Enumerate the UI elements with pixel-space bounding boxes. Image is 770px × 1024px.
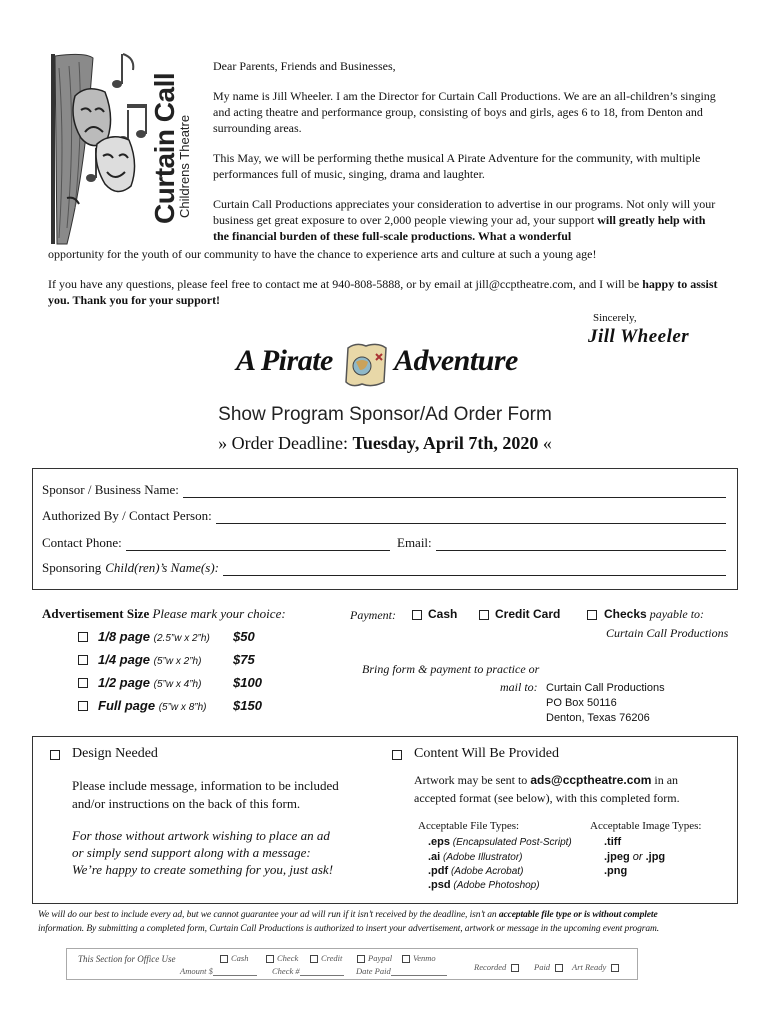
ad-option-3-price: $100 bbox=[233, 675, 262, 690]
mail-address-1: Curtain Call Productions bbox=[546, 682, 665, 694]
mail-address-3: Denton, Texas 76206 bbox=[546, 712, 650, 724]
image-type-jpeg-row bbox=[604, 851, 665, 863]
contact-phone-row bbox=[42, 535, 390, 551]
ad-option-4-dims: (5”w x 8”h) bbox=[158, 702, 207, 713]
cash-label: Cash bbox=[428, 607, 458, 621]
email-field[interactable] bbox=[436, 537, 726, 551]
content-text-2: accepted format (see below), with this completed form. bbox=[414, 791, 680, 805]
letter-paragraph-1: My name is Jill Wheeler. I am the Director for Curtain Call Productions. We are an all-children’s singing and acting theatre and performance group, consisting of boys and girls, ages 6 to 18, from Denton and surrounding areas. bbox=[213, 89, 716, 135]
office-check-number-label: Check # bbox=[272, 966, 300, 976]
letter-closing: Sincerely, bbox=[593, 312, 637, 324]
credit-card-checkbox[interactable] bbox=[479, 610, 489, 620]
disclaimer-line-1 bbox=[38, 910, 658, 920]
file-type-ai bbox=[428, 851, 523, 863]
office-check-number bbox=[272, 966, 344, 976]
ad-option-1 bbox=[98, 629, 210, 644]
logo-title: Curtain Call bbox=[149, 72, 180, 224]
content-provided-label: Content Will Be Provided bbox=[414, 746, 560, 761]
letter-paragraph-3-tail: opportunity for the youth of our community to have the chance to experience arts and culture at such a young age! bbox=[48, 247, 597, 261]
file-type-ai-ext: .ai bbox=[428, 851, 441, 863]
office-check bbox=[266, 953, 298, 963]
design-italic-2: or simply send support along with a message: bbox=[72, 845, 311, 860]
office-paypal-checkbox[interactable] bbox=[357, 955, 365, 963]
authorized-by-row bbox=[42, 508, 726, 524]
office-check-label: Check bbox=[277, 953, 299, 963]
payment-label: Payment: bbox=[350, 608, 396, 622]
file-type-pdf-app: (Adobe Acrobat) bbox=[450, 866, 524, 877]
ad-option-4-name: Full page bbox=[98, 698, 156, 713]
bring-form-line-2: mail to: bbox=[500, 680, 538, 694]
office-date-paid-label: Date Paid bbox=[356, 966, 391, 976]
content-text-1a: Artwork may be sent to bbox=[414, 773, 528, 787]
ad-option-3-name: 1/2 page bbox=[98, 675, 151, 690]
office-cash-label: Cash bbox=[231, 953, 249, 963]
ad-option-1-price: $50 bbox=[233, 629, 255, 644]
design-needed-checkbox[interactable] bbox=[50, 750, 60, 760]
design-text-1: Please include message, information to be included bbox=[72, 778, 339, 793]
treasure-map-icon bbox=[342, 340, 392, 390]
office-amount-label: Amount $ bbox=[180, 966, 213, 976]
design-italic-1: For those without artwork wishing to place an ad bbox=[72, 828, 330, 843]
ad-option-3-dims: (5”w x 4”h) bbox=[153, 679, 202, 690]
ad-option-3 bbox=[98, 675, 201, 690]
ad-option-2 bbox=[98, 652, 201, 667]
image-types-label: Acceptable Image Types: bbox=[590, 820, 702, 832]
office-recorded-checkbox[interactable] bbox=[511, 964, 519, 972]
business-name-row bbox=[42, 482, 726, 498]
ad-size-hint: Please mark your choice: bbox=[152, 606, 286, 621]
ad-option-2-dims: (5”w x 2”h) bbox=[153, 656, 202, 667]
credit-card-label: Credit Card bbox=[495, 607, 561, 621]
office-use-label: This Section for Office Use bbox=[78, 954, 176, 964]
office-credit bbox=[310, 953, 342, 963]
office-credit-label: Credit bbox=[321, 953, 343, 963]
office-paid-label: Paid bbox=[534, 962, 551, 972]
ad-option-1-name: 1/8 page bbox=[98, 629, 151, 644]
sponsoring-italic-label: Child(ren)’s Name(s): bbox=[105, 560, 219, 575]
ad-option-4 bbox=[98, 698, 206, 713]
ad-option-4-checkbox[interactable] bbox=[78, 701, 88, 711]
deadline-label: » Order Deadline: bbox=[218, 433, 349, 453]
office-check-checkbox[interactable] bbox=[266, 955, 274, 963]
business-name-label: Sponsor / Business Name: bbox=[42, 482, 179, 497]
letter-greeting: Dear Parents, Friends and Businesses, bbox=[213, 59, 396, 73]
office-venmo-label: Venmo bbox=[413, 953, 436, 963]
checks-label-row bbox=[604, 607, 704, 622]
letter-paragraph-4-bold: happy to assist you. Thank you for your support! bbox=[48, 277, 718, 307]
office-paypal bbox=[357, 953, 392, 963]
cash-checkbox[interactable] bbox=[412, 610, 422, 620]
letter-paragraph-2: This May, we will be performing thethe musical A Pirate Adventure for the community, with multiple performances full of music, singing, drama and laughter. bbox=[213, 151, 701, 181]
office-cash-checkbox[interactable] bbox=[220, 955, 228, 963]
mail-address-2: PO Box 50116 bbox=[546, 697, 617, 709]
office-recorded-label: Recorded bbox=[474, 962, 507, 972]
letter-paragraph-3 bbox=[213, 196, 723, 244]
contact-phone-label: Contact Phone: bbox=[42, 535, 122, 550]
checks-checkbox[interactable] bbox=[587, 610, 597, 620]
deadline-end: « bbox=[542, 433, 552, 453]
office-date-paid bbox=[356, 966, 447, 976]
letter-paragraph-3-bold: will greatly help with the financial burden of these full-scale productions. What a wonderful bbox=[213, 213, 706, 243]
file-type-psd bbox=[428, 879, 540, 891]
deadline-date: Tuesday, April 7th, 2020 bbox=[352, 433, 539, 453]
design-italic-3: We’re happy to create something for you, just ask! bbox=[72, 862, 334, 877]
content-text-1b: in an bbox=[654, 773, 679, 787]
checks-payee: Curtain Call Productions bbox=[606, 626, 729, 640]
file-type-psd-app: (Adobe Photoshop) bbox=[453, 880, 540, 891]
ad-option-1-checkbox[interactable] bbox=[78, 632, 88, 642]
disclaimer-1b: acceptable file type or is without complete bbox=[498, 910, 658, 920]
office-venmo bbox=[402, 953, 436, 963]
ad-size-label: Advertisement Size bbox=[42, 606, 150, 621]
image-type-jpeg: .jpeg bbox=[604, 851, 630, 863]
disclaimer-line-2: information. By submitting a completed form, Curtain Call Productions is authorized to insert your advertisement, artwork or message in the upcoming event program. bbox=[38, 924, 660, 934]
sponsoring-field[interactable] bbox=[223, 562, 726, 576]
disclaimer-1a: We will do our best to include every ad, but we cannot guarantee your ad will run if it isn’t received by the deadline, isn’t an bbox=[38, 910, 497, 920]
ad-option-2-price: $75 bbox=[233, 652, 255, 667]
ad-option-4-price: $150 bbox=[233, 698, 262, 713]
sponsoring-row bbox=[42, 560, 726, 576]
email-label: Email: bbox=[397, 535, 432, 550]
image-type-or: or bbox=[632, 851, 643, 863]
file-type-eps-ext: .eps bbox=[428, 836, 451, 848]
checks-hint: payable to: bbox=[649, 607, 705, 621]
ad-option-2-name: 1/4 page bbox=[98, 652, 151, 667]
bring-form-line-1: Bring form & payment to practice or bbox=[362, 662, 540, 676]
office-paid bbox=[534, 962, 566, 972]
office-credit-checkbox[interactable] bbox=[310, 955, 318, 963]
file-type-ai-app: (Adobe Illustrator) bbox=[443, 852, 523, 863]
letter-paragraph-3-normal: Curtain Call Productions appreciates your consideration to advertise in our programs. Not only will your business get great exposure to over 2,000 people viewing your ad, your support bbox=[213, 197, 716, 227]
theatre-logo bbox=[45, 48, 205, 260]
office-art-ready bbox=[572, 962, 622, 972]
file-type-pdf-ext: .pdf bbox=[428, 865, 449, 877]
office-amount-field[interactable] bbox=[213, 968, 257, 976]
office-amount bbox=[180, 966, 257, 976]
office-check-number-field[interactable] bbox=[300, 968, 344, 976]
image-type-tiff: .tiff bbox=[604, 836, 622, 848]
design-text-2: and/or instructions on the back of this form. bbox=[72, 796, 301, 811]
image-type-jpg: .jpg bbox=[645, 851, 666, 863]
file-type-pdf bbox=[428, 865, 523, 877]
artwork-email-link[interactable]: ads@ccptheatre.com bbox=[530, 773, 652, 787]
file-type-eps bbox=[428, 836, 572, 848]
order-deadline bbox=[0, 433, 770, 454]
authorized-by-label: Authorized By / Contact Person: bbox=[42, 508, 212, 523]
file-type-eps-app: (Encapsulated Post-Script) bbox=[452, 837, 572, 848]
ad-option-1-dims: (2.5”w x 2”h) bbox=[153, 633, 210, 644]
letter-paragraph-4 bbox=[48, 276, 728, 308]
ad-option-3-checkbox[interactable] bbox=[78, 678, 88, 688]
letter-paragraph-4-normal: If you have any questions, please feel free to contact me at 940-808-5888, or by email at jill@ccptheatre.com, and I will be bbox=[48, 277, 640, 291]
image-type-png: .png bbox=[604, 865, 628, 877]
content-provided-checkbox[interactable] bbox=[392, 750, 402, 760]
office-cash bbox=[220, 953, 248, 963]
letter-signature: Jill Wheeler bbox=[588, 326, 690, 347]
business-name-field[interactable] bbox=[183, 484, 726, 498]
email-row bbox=[397, 535, 726, 551]
contact-phone-field[interactable] bbox=[126, 537, 390, 551]
show-logo-left: A Pirate bbox=[236, 344, 333, 377]
design-needed-label: Design Needed bbox=[72, 746, 158, 761]
office-date-paid-field[interactable] bbox=[391, 968, 447, 976]
office-art-ready-checkbox[interactable] bbox=[611, 964, 619, 972]
checks-label: Checks bbox=[604, 607, 647, 621]
ad-option-2-checkbox[interactable] bbox=[78, 655, 88, 665]
ad-size-heading bbox=[42, 606, 286, 622]
office-recorded bbox=[474, 962, 522, 972]
authorized-by-field[interactable] bbox=[216, 510, 726, 524]
show-logo-right: Adventure bbox=[394, 344, 518, 377]
sponsoring-label: Sponsoring bbox=[42, 560, 102, 575]
content-text-1 bbox=[414, 773, 678, 788]
office-paid-checkbox[interactable] bbox=[555, 964, 563, 972]
form-title: Show Program Sponsor/Ad Order Form bbox=[218, 404, 552, 425]
office-paypal-label: Paypal bbox=[368, 953, 393, 963]
file-types-label: Acceptable File Types: bbox=[418, 820, 520, 832]
office-venmo-checkbox[interactable] bbox=[402, 955, 410, 963]
logo-subtitle: Childrens Theatre bbox=[177, 114, 192, 218]
office-art-ready-label: Art Ready bbox=[572, 962, 607, 972]
file-type-psd-ext: .psd bbox=[428, 879, 451, 891]
show-logo bbox=[232, 340, 538, 392]
